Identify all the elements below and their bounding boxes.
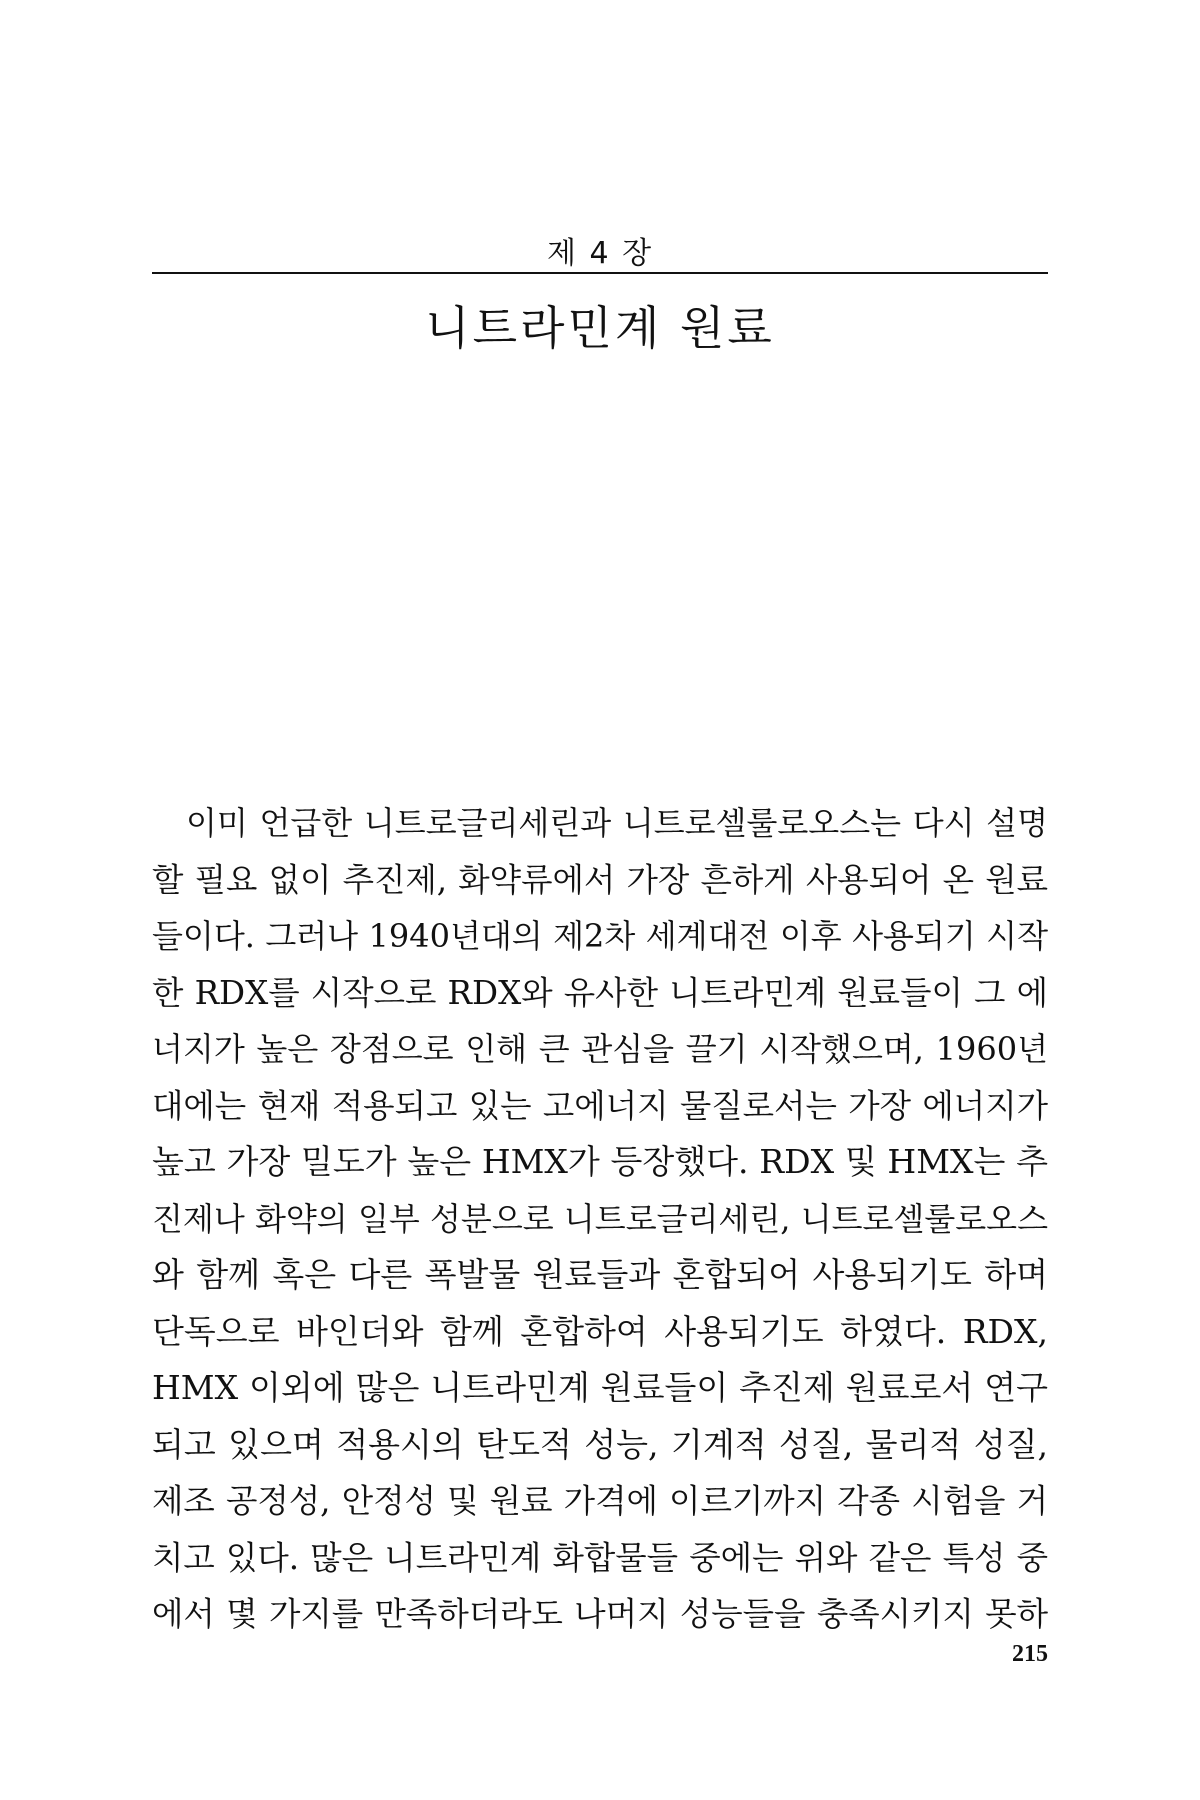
text-line: 대에는 현재 적용되고 있는 고에너지 물질로서는 가장 에너지가	[152, 1086, 1048, 1125]
text-line: 제조 공정성, 안정성 및 원료 가격에 이르기까지 각종 시험을 거	[152, 1482, 1048, 1520]
text-line: 한 RDX를 시작으로 RDX와 유사한 니트라민계 원료들이 그 에	[152, 973, 1048, 1012]
text-line: 단독으로 바인더와 함께 혼합하여 사용되기도 하였다. RDX,	[152, 1311, 1048, 1351]
text-line: 와 함께 혹은 다른 폭발물 원료들과 혼합되어 사용되기도 하며	[152, 1255, 1048, 1294]
text-line: 치고 있다. 많은 니트라민계 화합물들 중에는 위와 같은 특성 중	[152, 1538, 1048, 1577]
text-line: 할 필요 없이 추진제, 화약류에서 가장 흔하게 사용되어 온 원료	[152, 860, 1048, 899]
text-line: HMX 이외에 많은 니트라민계 원료들이 추진제 원료로서 연구	[152, 1368, 1048, 1407]
text-line: 진제나 화약의 일부 성분으로 니트로글리세린, 니트로셀룰로오스	[152, 1199, 1048, 1238]
chapter-title: 니트라민계 원료	[425, 301, 775, 355]
body-paragraph	[152, 795, 1048, 1643]
chapter-label: 제 4 장	[546, 236, 654, 271]
text-line: 되고 있으며 적용시의 탄도적 성능, 기계적 성질, 물리적 성질,	[152, 1424, 1048, 1464]
chapter-divider	[152, 272, 1048, 274]
text-line: 에서 몇 가지를 만족하더라도 나머지 성능들을 충족시키지 못하	[152, 1595, 1048, 1633]
text-line: 높고 가장 밀도가 높은 HMX가 등장했다. RDX 및 HMX는 추	[152, 1142, 1048, 1181]
text-line: 들이다. 그러나 1940년대의 제2차 세계대전 이후 사용되기 시작	[152, 917, 1048, 955]
text-line: 이미 언급한 니트로글리세린과 니트로셀룰로오스는 다시 설명	[186, 804, 1048, 842]
page-number: 215	[1012, 1641, 1048, 1667]
text-line: 너지가 높은 장점으로 인해 큰 관심을 끌기 시작했으며, 1960년	[152, 1030, 1048, 1068]
